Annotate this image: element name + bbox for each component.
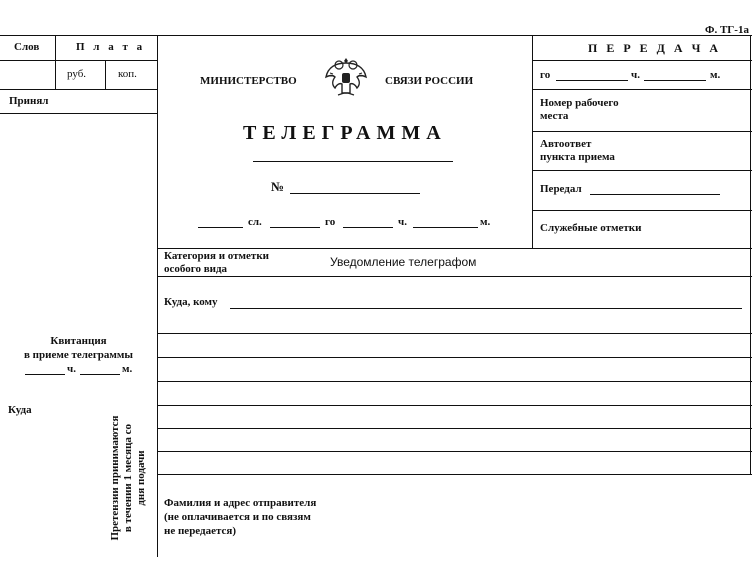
words-label: Слов [14,41,40,53]
where-label: Куда [8,404,32,416]
accepted-label: Принял [9,95,49,107]
left-panel-divider [157,35,158,557]
to-whom-label: Куда, кому [164,296,218,308]
category-value: Уведомление телеграфом [330,255,477,269]
category-label-1: Категория и отметки [164,250,270,262]
form-code: Ф. ТГ-1а [705,24,749,36]
coat-of-arms-icon [322,53,370,101]
rub-kop-divider [105,60,106,89]
ministry-label: МИНИСТЕРСТВО [200,75,297,87]
body-line-5 [157,405,752,406]
claims-note: Претензии принимаются в течении 1 месяца со дня подачи [109,415,147,541]
left-row-line-2 [0,89,157,90]
transmitted-blank [590,194,720,195]
sl-label: сл. [248,216,262,228]
left-row-line-3 [0,113,157,114]
transfer-go-label: го [540,69,551,81]
body-line-4 [157,381,752,382]
sender-label-3: не передается) [164,525,237,537]
payment-label: П л а т а [76,41,146,53]
communications-label: СВЯЗИ РОССИИ [385,75,474,87]
hour-blank [343,227,393,228]
sender-label-2: (не оплачивается и по связям [164,511,311,523]
receipt-h-label: ч. [67,363,76,375]
sender-label-1: Фамилия и адрес отправителя [164,497,317,509]
words-divider [55,35,56,89]
right-row-line-1 [532,60,752,61]
receipt-title-2: в приеме телеграммы [23,349,134,361]
body-line-1 [157,276,752,277]
right-row-line-2 [532,89,752,90]
service-notes-label: Служебные отметки [540,222,642,234]
receipt-m-label: м. [122,363,133,375]
transmitted-label: Передал [540,183,582,195]
kop-label: коп. [118,68,137,80]
right-row-line-3 [532,131,752,132]
words-count-blank [198,227,243,228]
transfer-hour-blank [644,80,706,81]
workplace-label-1: Номер рабочего [540,97,619,109]
receipt-minutes-blank [80,374,120,375]
rub-label: руб. [67,68,87,80]
workplace-label-2: места [540,110,569,122]
right-row-line-4 [532,170,752,171]
receipt-title-1: Квитанция [50,335,107,347]
autoreply-label-2: пункта приема [540,151,615,163]
body-line-6 [157,428,752,429]
number-blank [290,193,420,194]
body-top-line [157,248,752,249]
right-row-line-5 [532,210,752,211]
number-sign: № [271,179,285,194]
body-line-7 [157,451,752,452]
ch-label: ч. [398,216,407,228]
top-border [0,35,752,36]
transfer-header: П Е Р Е Д А Ч А [588,41,722,55]
go-label: го [325,216,336,228]
body-line-2 [157,333,752,334]
category-label-2: особого вида [164,263,228,275]
transfer-ch-label: ч. [631,69,640,81]
left-row-line-1 [0,60,157,61]
receipt-hours-blank [25,374,65,375]
minute-blank [413,227,478,228]
transfer-date-blank [556,80,628,81]
autoreply-label-1: Автоответ [540,138,592,150]
body-line-3 [157,357,752,358]
right-border [750,35,751,475]
to-whom-blank [230,308,742,309]
transfer-m-label: м. [710,69,721,81]
title-underline [253,161,453,162]
body-line-8 [157,474,752,475]
telegram-title: ТЕЛЕГРАММА [243,122,447,144]
date-blank [270,227,320,228]
right-panel-divider [532,35,533,248]
m-label: м. [480,216,491,228]
